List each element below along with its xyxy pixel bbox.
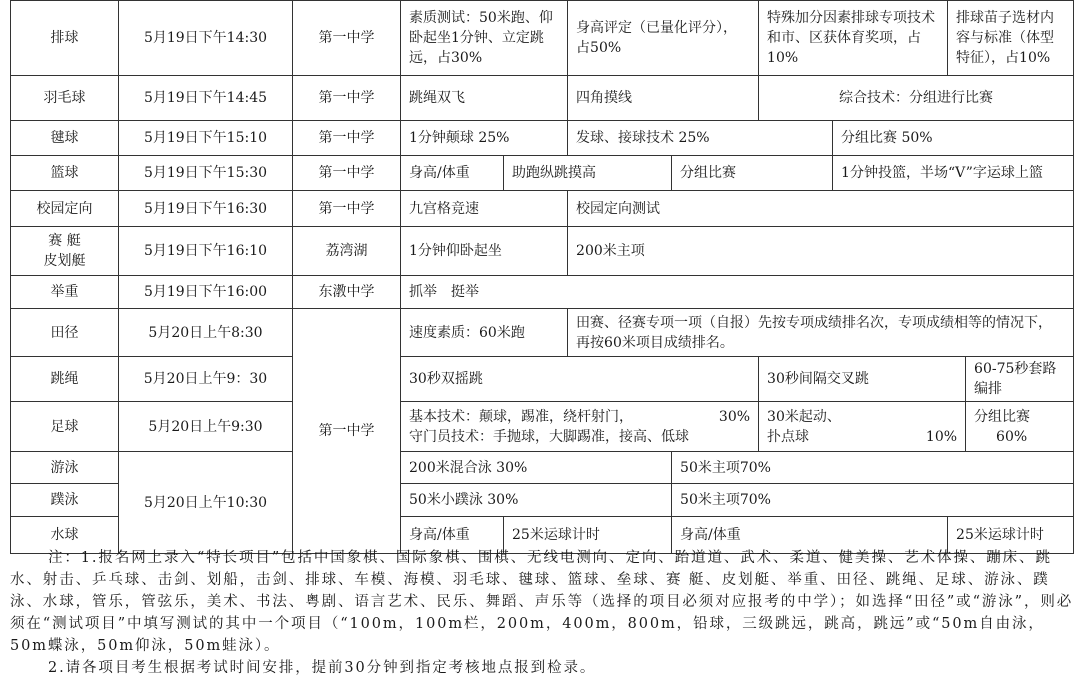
test-item-text: 30米起动、 <box>767 408 841 425</box>
test-item: 分组比赛 <box>672 156 833 191</box>
test-item: 发球、接球技术 25% <box>568 121 833 156</box>
test-item-text: 扑点球 <box>767 428 810 445</box>
test-item: 25米运球计时 <box>504 517 672 554</box>
test-item: 50米主项70% <box>672 484 1074 517</box>
test-item-text: 守门员技术：手抛球，大脚踢准，接高、低球 <box>409 428 689 445</box>
test-item: 九宫格竞速 <box>401 191 568 227</box>
test-item-weight: 30% <box>718 408 751 425</box>
table-row <box>11 309 1074 357</box>
sport-name: 校园定向 <box>11 191 119 227</box>
test-item: 跳绳双飞 <box>401 76 568 121</box>
test-venue: 荔湾湖 <box>293 227 401 276</box>
test-item: 四角摸线 <box>568 76 759 121</box>
sport-name-line: 赛 艇 <box>48 233 81 249</box>
test-item: 素质测试：50米跑、仰卧起坐1分钟、立定跳远，占30% <box>401 1 568 76</box>
sport-name: 足球 <box>11 402 119 452</box>
test-venue: 第一中学 <box>293 191 401 227</box>
test-venue: 第一中学 <box>293 309 401 554</box>
test-item: 30秒双摇跳 <box>401 357 759 402</box>
test-item-weight: 60% <box>996 428 1028 445</box>
table-row <box>11 76 1074 121</box>
test-venue: 第一中学 <box>293 76 401 121</box>
test-item-line <box>767 427 957 447</box>
test-time: 5月19日下午16:00 <box>119 276 293 309</box>
sport-name: 篮球 <box>11 156 119 191</box>
table-row <box>11 357 1074 402</box>
test-time: 5月20日上午9:30 <box>119 402 293 452</box>
test-item-text: 分组比赛 <box>974 408 1031 425</box>
test-time: 5月19日下午15:30 <box>119 156 293 191</box>
test-time: 5月19日下午15:10 <box>119 121 293 156</box>
sport-name <box>11 227 119 276</box>
test-item: 校园定向测试 <box>568 191 1074 227</box>
test-item: 200米混合泳 30% <box>401 452 672 484</box>
test-item: 200米主项 <box>568 227 1074 276</box>
sport-name: 水球 <box>11 517 119 554</box>
table-row <box>11 191 1074 227</box>
test-time: 5月20日上午10:30 <box>119 452 293 554</box>
test-item: 身高评定（已量化评分），占50% <box>568 1 759 76</box>
test-item-line <box>409 407 750 427</box>
test-item: 50米主项70% <box>672 452 1074 484</box>
table-row <box>11 402 1074 452</box>
sport-name: 蹼泳 <box>11 484 119 517</box>
sport-name-line: 皮划艇 <box>43 253 86 269</box>
test-item: 速度素质：60米跑 <box>401 309 568 357</box>
test-venue: 东漖中学 <box>293 276 401 309</box>
notes-section <box>10 547 1074 679</box>
test-item: 特殊加分因素排球专项技术和市、区获体育奖项，占10% <box>759 1 948 76</box>
test-item: 抓举 挺举 <box>401 276 1074 309</box>
sport-name: 毽球 <box>11 121 119 156</box>
test-time: 5月20日上午8:30 <box>119 309 293 357</box>
table-row <box>11 276 1074 309</box>
test-schedule-table <box>10 0 1074 554</box>
table-row <box>11 156 1074 191</box>
test-item: 1分钟仰卧起坐 <box>401 227 568 276</box>
table-row <box>11 1 1074 76</box>
test-item: 30秒间隔交叉跳 <box>759 357 966 402</box>
test-time: 5月19日下午16:30 <box>119 191 293 227</box>
test-item: 25米运球计时 <box>948 517 1074 554</box>
note-paragraph: 注：1.报名网上录入“特长项目”包括中国象棋、国际象棋、围棋、无线电测向、定向、跆道道、武术、柔道、健美操、艺术体操、蹦床、跳水、射击、乒乓球、击剑、划船，击剑、排球、车模、海模、羽毛球、毽球、篮球、垒球、赛 艇、皮划艇、举重、田径、跳绳、足球、游泳、蹼泳、水球，管乐，管弦乐，美术、书法、粤剧、语言艺术、民乐、舞蹈、声乐等（选择的项目必须对应报考的中学）；如选择“田径”或“游泳”，则必须在“测试项目”中填写测试的其中一个项目（“100m，100m栏，200m，400m，800m，铅球，三级跳远，跳高，跳远”或“50m自由泳，50m蝶泳，50m仰泳，50m蛙泳）。 <box>10 550 1074 654</box>
test-item: 田赛、径赛专项一项（自报）先按专项成绩排名次，专项成绩相等的情况下，再按60米项目成绩排名。 <box>568 309 1074 357</box>
test-item <box>401 402 759 452</box>
test-item: 排球苗子选材内容与标准（体型特征），占10% <box>948 1 1074 76</box>
sport-name: 跳绳 <box>11 357 119 402</box>
test-venue: 第一中学 <box>293 121 401 156</box>
table-row <box>11 121 1074 156</box>
test-item-weight: 10% <box>925 428 958 445</box>
table-row <box>11 452 1074 484</box>
sport-name: 举重 <box>11 276 119 309</box>
test-item: 分组比赛 50% <box>833 121 1074 156</box>
test-venue: 第一中学 <box>293 1 401 76</box>
test-item: 1分钟投篮，半场“V”字运球上篮 <box>833 156 1074 191</box>
test-time: 5月19日下午14:30 <box>119 1 293 76</box>
test-item: 身高/体重 <box>401 517 504 554</box>
test-item: 1分钟颠球 25% <box>401 121 568 156</box>
test-item-text: 基本技术：颠球，踢准，绕杆射门， <box>409 408 633 425</box>
table-row <box>11 227 1074 276</box>
test-time: 5月20日上午9：30 <box>119 357 293 402</box>
note-paragraph: 2.请各项目考生根据考试时间安排，提前30分钟到指定考核地点报到检录。 <box>48 660 597 676</box>
test-item: 50米小蹼泳 30% <box>401 484 672 517</box>
test-venue: 第一中学 <box>293 156 401 191</box>
test-item <box>759 402 966 452</box>
test-item: 综合技术：分组进行比赛 <box>759 76 1074 121</box>
test-item <box>966 402 1074 452</box>
sport-name: 游泳 <box>11 452 119 484</box>
test-time: 5月19日下午16:10 <box>119 227 293 276</box>
sport-name: 田径 <box>11 309 119 357</box>
sport-name: 排球 <box>11 1 119 76</box>
test-item: 身高/体重 <box>401 156 504 191</box>
sport-name: 羽毛球 <box>11 76 119 121</box>
test-time: 5月19日下午14:45 <box>119 76 293 121</box>
test-item: 身高/体重 <box>672 517 948 554</box>
test-item: 60-75秒套路编排 <box>966 357 1074 402</box>
test-item: 助跑纵跳摸高 <box>504 156 672 191</box>
